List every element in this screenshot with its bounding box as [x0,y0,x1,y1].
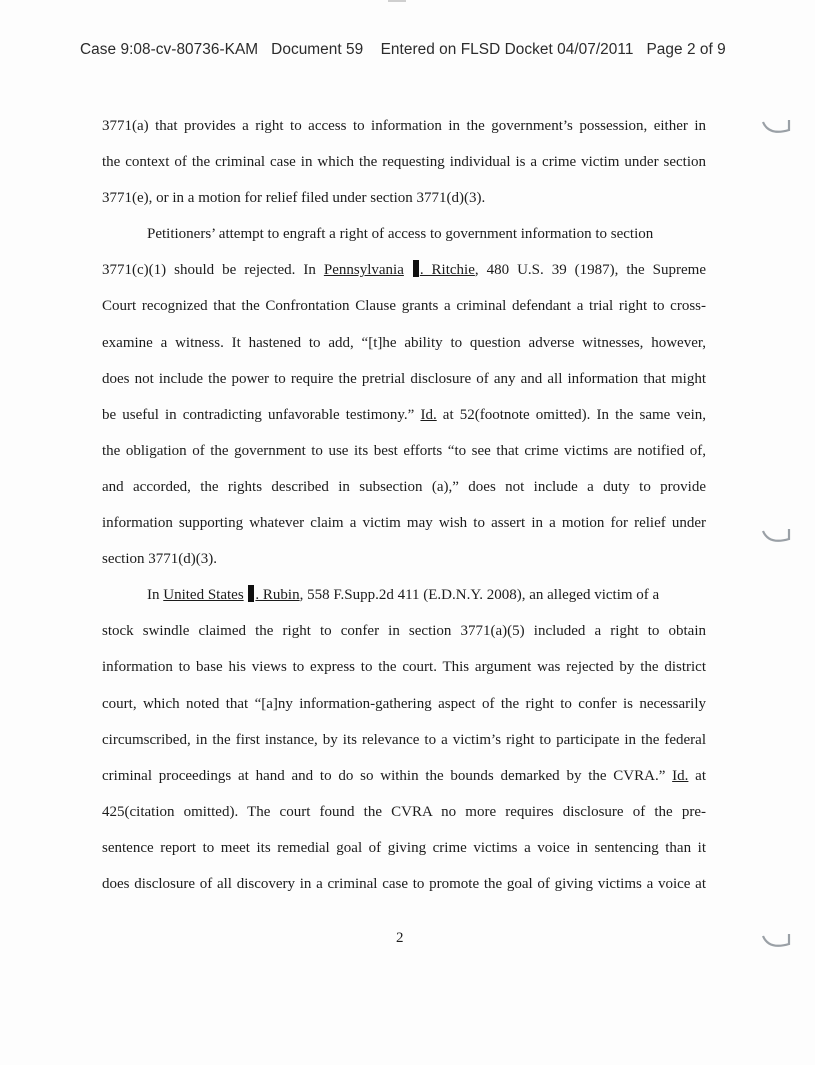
binder-hole-mark [761,527,791,547]
text-line: the context of the criminal case in which the requesting individual is a crime victim under section [102,154,706,171]
text-line: the obligation of the government to use its best efforts “to see that crime victims are notified of, [102,442,706,459]
text-line [102,585,706,621]
text-segment: criminal proceedings at hand and to do so within the bounds demarked by the CVRA.” [102,767,673,784]
document-number: Document 59 [271,41,364,58]
text-line: sentence report to meet its remedial goal of giving crime victims a voice in sentencing than it [102,839,706,856]
text-line: 3771(e), or in a motion for relief filed under section 3771(d)(3). [102,190,486,207]
text-line: 3771(a) that provides a right to access to information in the government’s possession, either in [102,118,706,134]
text-line: information to base his views to express to the court. This argument was rejected by the district [102,659,706,676]
text-line: Petitioners’ attempt to engraft a right of access to government information to section [147,226,654,243]
id-citation: Id. [420,406,437,423]
text-segment: at [688,767,706,784]
text-line: 425(citation omitted). The court found the CVRA no more requires disclosure of the pre- [102,803,706,820]
text-line [102,766,706,802]
redaction-mark [248,585,254,602]
case-citation-name: . Rubin [255,587,300,604]
text-segment: be useful in contradicting unfavorable testimony.” [102,406,421,423]
text-segment: at 52(footnote omitted). In the same vein, [436,406,706,423]
text-line: examine a witness. It hastened to add, “[t]he ability to question adverse witnesses, however, [102,334,706,351]
page-number: 2 [396,930,404,946]
id-citation: Id. [672,767,689,784]
scan-mark [388,0,406,2]
text-line: Court recognized that the Confrontation Clause grants a criminal defendant a trial right to cross- [102,298,706,315]
redaction-mark [413,260,419,277]
text-segment: , 558 F.Supp.2d 411 (E.D.N.Y. 2008), an alleged victim of a [299,587,660,604]
text-segment: 3771(c)(1) should be rejected. In [102,262,324,279]
text-line: stock swindle claimed the right to confer in section 3771(a)(5) included a right to obtain [102,623,706,640]
case-citation-name: Pennsylvania [323,262,404,279]
text-line: circumscribed, in the first instance, by its relevance to a victim’s right to participate in the federal [102,731,706,748]
body-text [102,116,706,910]
entered-date: Entered on FLSD Docket 04/07/2011 [380,41,634,58]
text-line: does disclosure of all discovery in a criminal case to promote the goal of giving victims a voice at [102,875,706,892]
case-number: Case 9:08-cv-80736-KAM [80,41,259,58]
text-line [102,260,706,296]
text-segment: In [147,587,164,604]
case-citation-name: . Ritchie [419,262,475,279]
text-segment: , 480 U.S. 39 (1987), the Supreme [474,262,706,279]
case-citation-name: United States [163,587,244,604]
text-line: information supporting whatever claim a victim may wish to assert in a motion for relief under [102,515,706,532]
page-indicator: Page 2 of 9 [646,41,726,58]
docket-header [80,41,726,59]
binder-hole-mark [761,932,791,952]
text-line [102,405,706,441]
text-line: and accorded, the rights described in subsection (a),” does not include a duty to provide [102,478,706,495]
binder-hole-mark [761,118,791,138]
text-line: section 3771(d)(3). [102,551,217,568]
text-line: does not include the power to require the pretrial disclosure of any and all information that might [102,370,706,387]
text-line: court, which noted that “[a]ny information-gathering aspect of the right to confer is necessarily [102,695,706,712]
